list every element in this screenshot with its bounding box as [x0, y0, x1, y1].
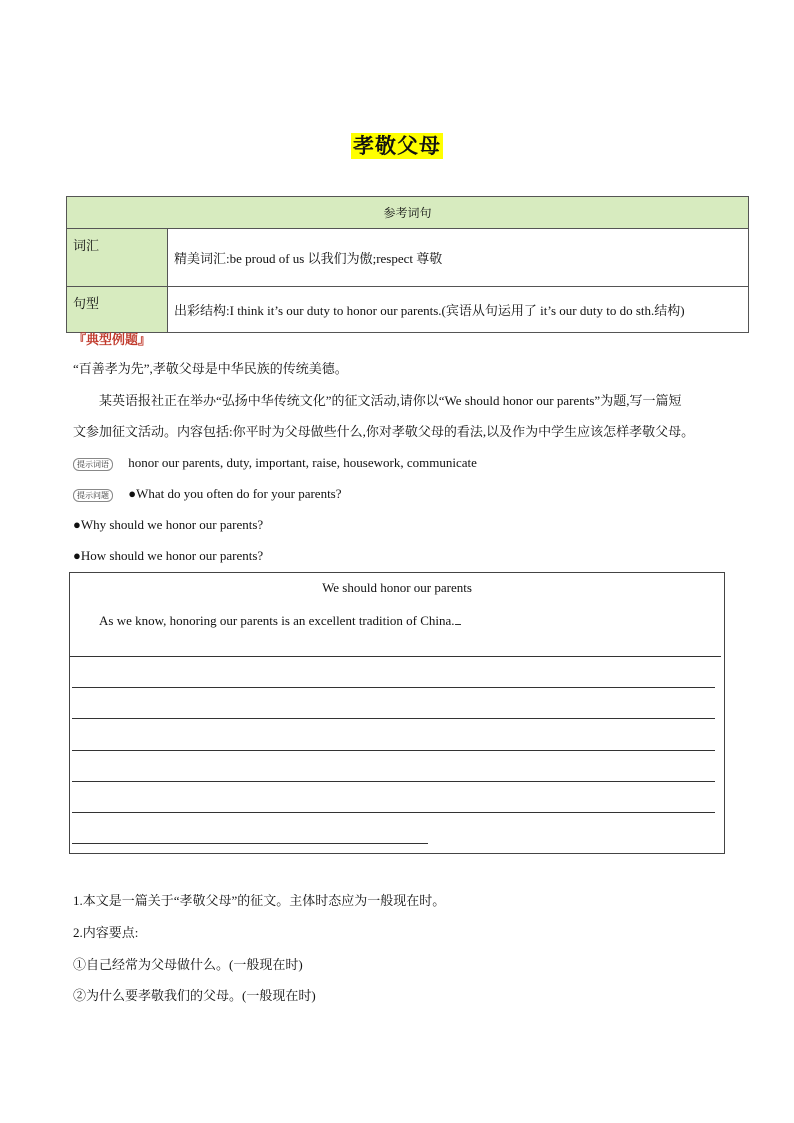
- reference-table-header: 参考词句: [67, 197, 749, 229]
- question-1: ●What do you often do for your parents?: [128, 486, 342, 501]
- row-content-vocab: 精美词汇:be proud of us 以我们为傲;respect 尊敬: [168, 229, 749, 287]
- note-4: ②为什么要孝敬我们的父母。(一般现在时): [73, 988, 316, 1003]
- writing-line: [72, 750, 715, 751]
- essay-first-line-text: As we know, honoring our parents is an excellent tradition of China.: [99, 613, 455, 628]
- writing-line: [70, 656, 721, 657]
- question-3: ●How should we honor our parents?: [73, 548, 264, 563]
- hint-words-row: [73, 453, 477, 473]
- question-2: ●Why should we honor our parents?: [73, 517, 264, 532]
- essay-heading: We should honor our parents: [322, 580, 472, 595]
- note-1: 1.本文是一篇关于“孝敬父母”的征文。主体时态应为一般现在时。: [73, 893, 446, 908]
- writing-line: [72, 718, 715, 719]
- hint-question-row: [73, 484, 342, 504]
- row-label-vocab: 词汇: [67, 229, 168, 287]
- note-2: 2.内容要点:: [73, 925, 139, 940]
- hint-words: honor our parents, duty, important, raise, housework, communicate: [128, 455, 477, 470]
- task-line-1: 某英语报社正在举办“弘扬中华传统文化”的征文活动,请你以“We should honor our parents”为题,写一篇短: [99, 393, 682, 408]
- row-label-sentence: 句型: [67, 287, 168, 333]
- essay-first-line: [99, 610, 461, 631]
- task-line-2: 文参加征文活动。内容包括:你平时为父母做些什么,你对孝敬父母的看法,以及作为中学生应该怎样孝敬父母。: [73, 424, 695, 439]
- intro-line: “百善孝为先”,孝敬父母是中华民族的传统美德。: [73, 361, 348, 376]
- table-row: [67, 287, 749, 333]
- page-title: 孝敬父母: [353, 134, 441, 158]
- hint-words-badge: 提示词语: [73, 458, 113, 471]
- writing-line: [72, 843, 428, 844]
- writing-line: [72, 781, 715, 782]
- writing-line: [72, 687, 715, 688]
- table-row: [67, 229, 749, 287]
- page-title-wrap: [0, 130, 794, 160]
- reference-table: [66, 196, 749, 333]
- hint-questions-badge: 提示问题: [73, 489, 113, 502]
- section-title: 『典型例题』: [73, 333, 152, 348]
- row-content-sentence: 出彩结构:I think it’s our duty to honor our parents.(宾语从句运用了 it’s our duty to do sth.结构): [168, 287, 749, 333]
- writing-line: [72, 812, 715, 813]
- blank-underline: [455, 610, 461, 625]
- note-3: ①自己经常为父母做什么。(一般现在时): [73, 957, 303, 972]
